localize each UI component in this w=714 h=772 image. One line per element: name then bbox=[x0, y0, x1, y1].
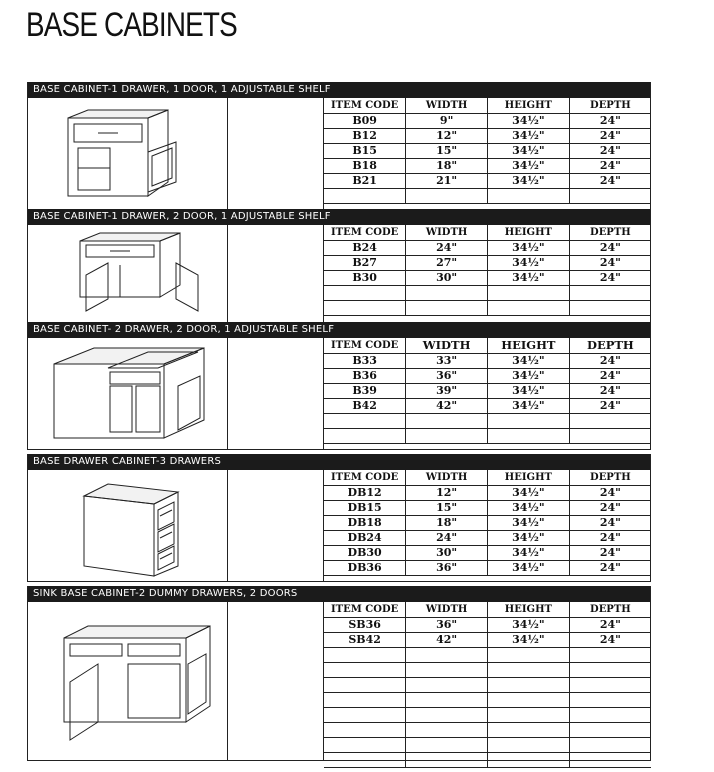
item-code: B12 bbox=[324, 128, 406, 143]
item-code: SB36 bbox=[324, 617, 406, 632]
height: 34½" bbox=[488, 560, 570, 575]
item-code: DB15 bbox=[324, 500, 406, 515]
width: 42" bbox=[406, 632, 488, 647]
table-row bbox=[324, 113, 651, 128]
cabinet-illustration bbox=[28, 98, 228, 209]
depth: 24" bbox=[569, 128, 651, 143]
item-code: B27 bbox=[324, 255, 406, 270]
section-db-3-drawers bbox=[27, 454, 651, 582]
width: 27" bbox=[406, 255, 488, 270]
col-item-code: ITEM CODE bbox=[324, 602, 406, 617]
depth: 24" bbox=[569, 255, 651, 270]
notes-column bbox=[228, 98, 324, 209]
table-row-empty bbox=[324, 737, 651, 752]
width: 12" bbox=[406, 485, 488, 500]
table-row bbox=[324, 158, 651, 173]
table-row-empty bbox=[324, 662, 651, 677]
cabinet-illustration bbox=[28, 602, 228, 760]
depth: 24" bbox=[569, 173, 651, 188]
table-row bbox=[324, 485, 651, 500]
table-row-empty bbox=[324, 300, 651, 315]
item-code: B33 bbox=[324, 353, 406, 368]
col-width: WIDTH bbox=[406, 98, 488, 113]
table-row-empty bbox=[324, 752, 651, 767]
depth: 24" bbox=[569, 515, 651, 530]
height: 34½" bbox=[488, 368, 570, 383]
height: 34½" bbox=[488, 173, 570, 188]
height: 34½" bbox=[488, 158, 570, 173]
section-b-1-drawer-2-door bbox=[27, 209, 651, 323]
cabinet-illustration bbox=[28, 470, 228, 581]
sink-base-cabinet-drawing bbox=[28, 602, 228, 760]
spec-table bbox=[324, 470, 651, 576]
cabinet-2-drawer-2-door-drawing bbox=[28, 338, 228, 449]
depth: 24" bbox=[569, 485, 651, 500]
col-depth: DEPTH bbox=[569, 225, 651, 240]
spec-table bbox=[324, 98, 651, 204]
col-depth: DEPTH bbox=[569, 98, 651, 113]
col-height: HEIGHT bbox=[488, 338, 570, 353]
item-code: B21 bbox=[324, 173, 406, 188]
width: 12" bbox=[406, 128, 488, 143]
table-row-empty bbox=[324, 722, 651, 737]
depth: 24" bbox=[569, 270, 651, 285]
height: 34½" bbox=[488, 128, 570, 143]
depth: 24" bbox=[569, 560, 651, 575]
table-row bbox=[324, 270, 651, 285]
item-code: B18 bbox=[324, 158, 406, 173]
col-height: HEIGHT bbox=[488, 470, 570, 485]
section-b-1-drawer-1-door bbox=[27, 82, 651, 210]
item-code: DB12 bbox=[324, 485, 406, 500]
table-row-empty bbox=[324, 285, 651, 300]
section-title: BASE DRAWER CABINET-3 DRAWERS bbox=[28, 454, 650, 470]
height: 34½" bbox=[488, 515, 570, 530]
depth: 24" bbox=[569, 143, 651, 158]
table-row bbox=[324, 530, 651, 545]
height: 34½" bbox=[488, 240, 570, 255]
table-row-empty bbox=[324, 677, 651, 692]
notes-column bbox=[228, 338, 324, 449]
depth: 24" bbox=[569, 158, 651, 173]
item-code: DB24 bbox=[324, 530, 406, 545]
table-row bbox=[324, 398, 651, 413]
table-row-empty bbox=[324, 692, 651, 707]
item-code: B39 bbox=[324, 383, 406, 398]
depth: 24" bbox=[569, 545, 651, 560]
width: 36" bbox=[406, 617, 488, 632]
col-height: HEIGHT bbox=[488, 225, 570, 240]
section-sb-sink-base bbox=[27, 586, 651, 761]
item-code: B24 bbox=[324, 240, 406, 255]
width: 24" bbox=[406, 530, 488, 545]
col-height: HEIGHT bbox=[488, 98, 570, 113]
table-row bbox=[324, 255, 651, 270]
depth: 24" bbox=[569, 500, 651, 515]
col-width: WIDTH bbox=[406, 225, 488, 240]
width: 15" bbox=[406, 500, 488, 515]
width: 24" bbox=[406, 240, 488, 255]
col-item-code: ITEM CODE bbox=[324, 225, 406, 240]
cabinet-illustration bbox=[28, 225, 228, 322]
height: 34½" bbox=[488, 530, 570, 545]
cabinet-1-drawer-1-door-drawing bbox=[28, 98, 228, 209]
height: 34½" bbox=[488, 353, 570, 368]
height: 34½" bbox=[488, 398, 570, 413]
width: 9" bbox=[406, 113, 488, 128]
table-row bbox=[324, 383, 651, 398]
table-row bbox=[324, 353, 651, 368]
width: 42" bbox=[406, 398, 488, 413]
cabinet-illustration bbox=[28, 338, 228, 449]
depth: 24" bbox=[569, 368, 651, 383]
col-width: WIDTH bbox=[406, 470, 488, 485]
item-code: DB18 bbox=[324, 515, 406, 530]
width: 36" bbox=[406, 560, 488, 575]
col-item-code: ITEM CODE bbox=[324, 470, 406, 485]
notes-column bbox=[228, 602, 324, 760]
col-depth: DEPTH bbox=[569, 602, 651, 617]
height: 34½" bbox=[488, 113, 570, 128]
width: 36" bbox=[406, 368, 488, 383]
height: 34½" bbox=[488, 270, 570, 285]
section-title: BASE CABINET-1 DRAWER, 2 DOOR, 1 ADJUSTABLE SHELF bbox=[28, 209, 650, 225]
col-depth: DEPTH bbox=[569, 338, 651, 353]
col-item-code: ITEM CODE bbox=[324, 338, 406, 353]
drawer-cabinet-3-drawers-drawing bbox=[28, 470, 228, 581]
width: 18" bbox=[406, 515, 488, 530]
depth: 24" bbox=[569, 353, 651, 368]
depth: 24" bbox=[569, 398, 651, 413]
width: 21" bbox=[406, 173, 488, 188]
col-item-code: ITEM CODE bbox=[324, 98, 406, 113]
table-row bbox=[324, 368, 651, 383]
width: 18" bbox=[406, 158, 488, 173]
width: 30" bbox=[406, 545, 488, 560]
col-width: WIDTH bbox=[406, 338, 488, 353]
item-code: SB42 bbox=[324, 632, 406, 647]
height: 34½" bbox=[488, 617, 570, 632]
table-row bbox=[324, 515, 651, 530]
depth: 24" bbox=[569, 113, 651, 128]
depth: 24" bbox=[569, 617, 651, 632]
section-title: BASE CABINET- 2 DRAWER, 2 DOOR, 1 ADJUSTABLE SHELF bbox=[28, 322, 650, 338]
height: 34½" bbox=[488, 632, 570, 647]
table-row-empty bbox=[324, 188, 651, 203]
table-row bbox=[324, 240, 651, 255]
height: 34½" bbox=[488, 485, 570, 500]
table-row-empty bbox=[324, 428, 651, 443]
table-row-empty bbox=[324, 647, 651, 662]
cabinet-1-drawer-2-door-drawing bbox=[28, 225, 228, 322]
spec-table bbox=[324, 225, 651, 316]
table-row bbox=[324, 143, 651, 158]
item-code: B09 bbox=[324, 113, 406, 128]
table-row bbox=[324, 545, 651, 560]
height: 34½" bbox=[488, 143, 570, 158]
col-width: WIDTH bbox=[406, 602, 488, 617]
depth: 24" bbox=[569, 240, 651, 255]
depth: 24" bbox=[569, 383, 651, 398]
table-row bbox=[324, 128, 651, 143]
section-title: BASE CABINET-1 DRAWER, 1 DOOR, 1 ADJUSTABLE SHELF bbox=[28, 82, 650, 98]
section-b-2-drawer-2-door bbox=[27, 322, 651, 450]
table-row bbox=[324, 560, 651, 575]
col-height: HEIGHT bbox=[488, 602, 570, 617]
col-depth: DEPTH bbox=[569, 470, 651, 485]
depth: 24" bbox=[569, 632, 651, 647]
section-title: SINK BASE CABINET-2 DUMMY DRAWERS, 2 DOORS bbox=[28, 586, 650, 602]
page-title: BASE CABINETS bbox=[26, 6, 237, 44]
height: 34½" bbox=[488, 383, 570, 398]
height: 34½" bbox=[488, 255, 570, 270]
notes-column bbox=[228, 470, 324, 581]
table-row bbox=[324, 617, 651, 632]
item-code: DB36 bbox=[324, 560, 406, 575]
item-code: B36 bbox=[324, 368, 406, 383]
height: 34½" bbox=[488, 545, 570, 560]
depth: 24" bbox=[569, 530, 651, 545]
width: 15" bbox=[406, 143, 488, 158]
height: 34½" bbox=[488, 500, 570, 515]
width: 33" bbox=[406, 353, 488, 368]
spec-table bbox=[324, 602, 651, 768]
width: 39" bbox=[406, 383, 488, 398]
table-row bbox=[324, 500, 651, 515]
item-code: B30 bbox=[324, 270, 406, 285]
item-code: DB30 bbox=[324, 545, 406, 560]
notes-column bbox=[228, 225, 324, 322]
item-code: B15 bbox=[324, 143, 406, 158]
spec-table bbox=[324, 338, 651, 444]
table-row bbox=[324, 173, 651, 188]
width: 30" bbox=[406, 270, 488, 285]
table-row bbox=[324, 632, 651, 647]
table-row-empty bbox=[324, 413, 651, 428]
item-code: B42 bbox=[324, 398, 406, 413]
table-row-empty bbox=[324, 707, 651, 722]
